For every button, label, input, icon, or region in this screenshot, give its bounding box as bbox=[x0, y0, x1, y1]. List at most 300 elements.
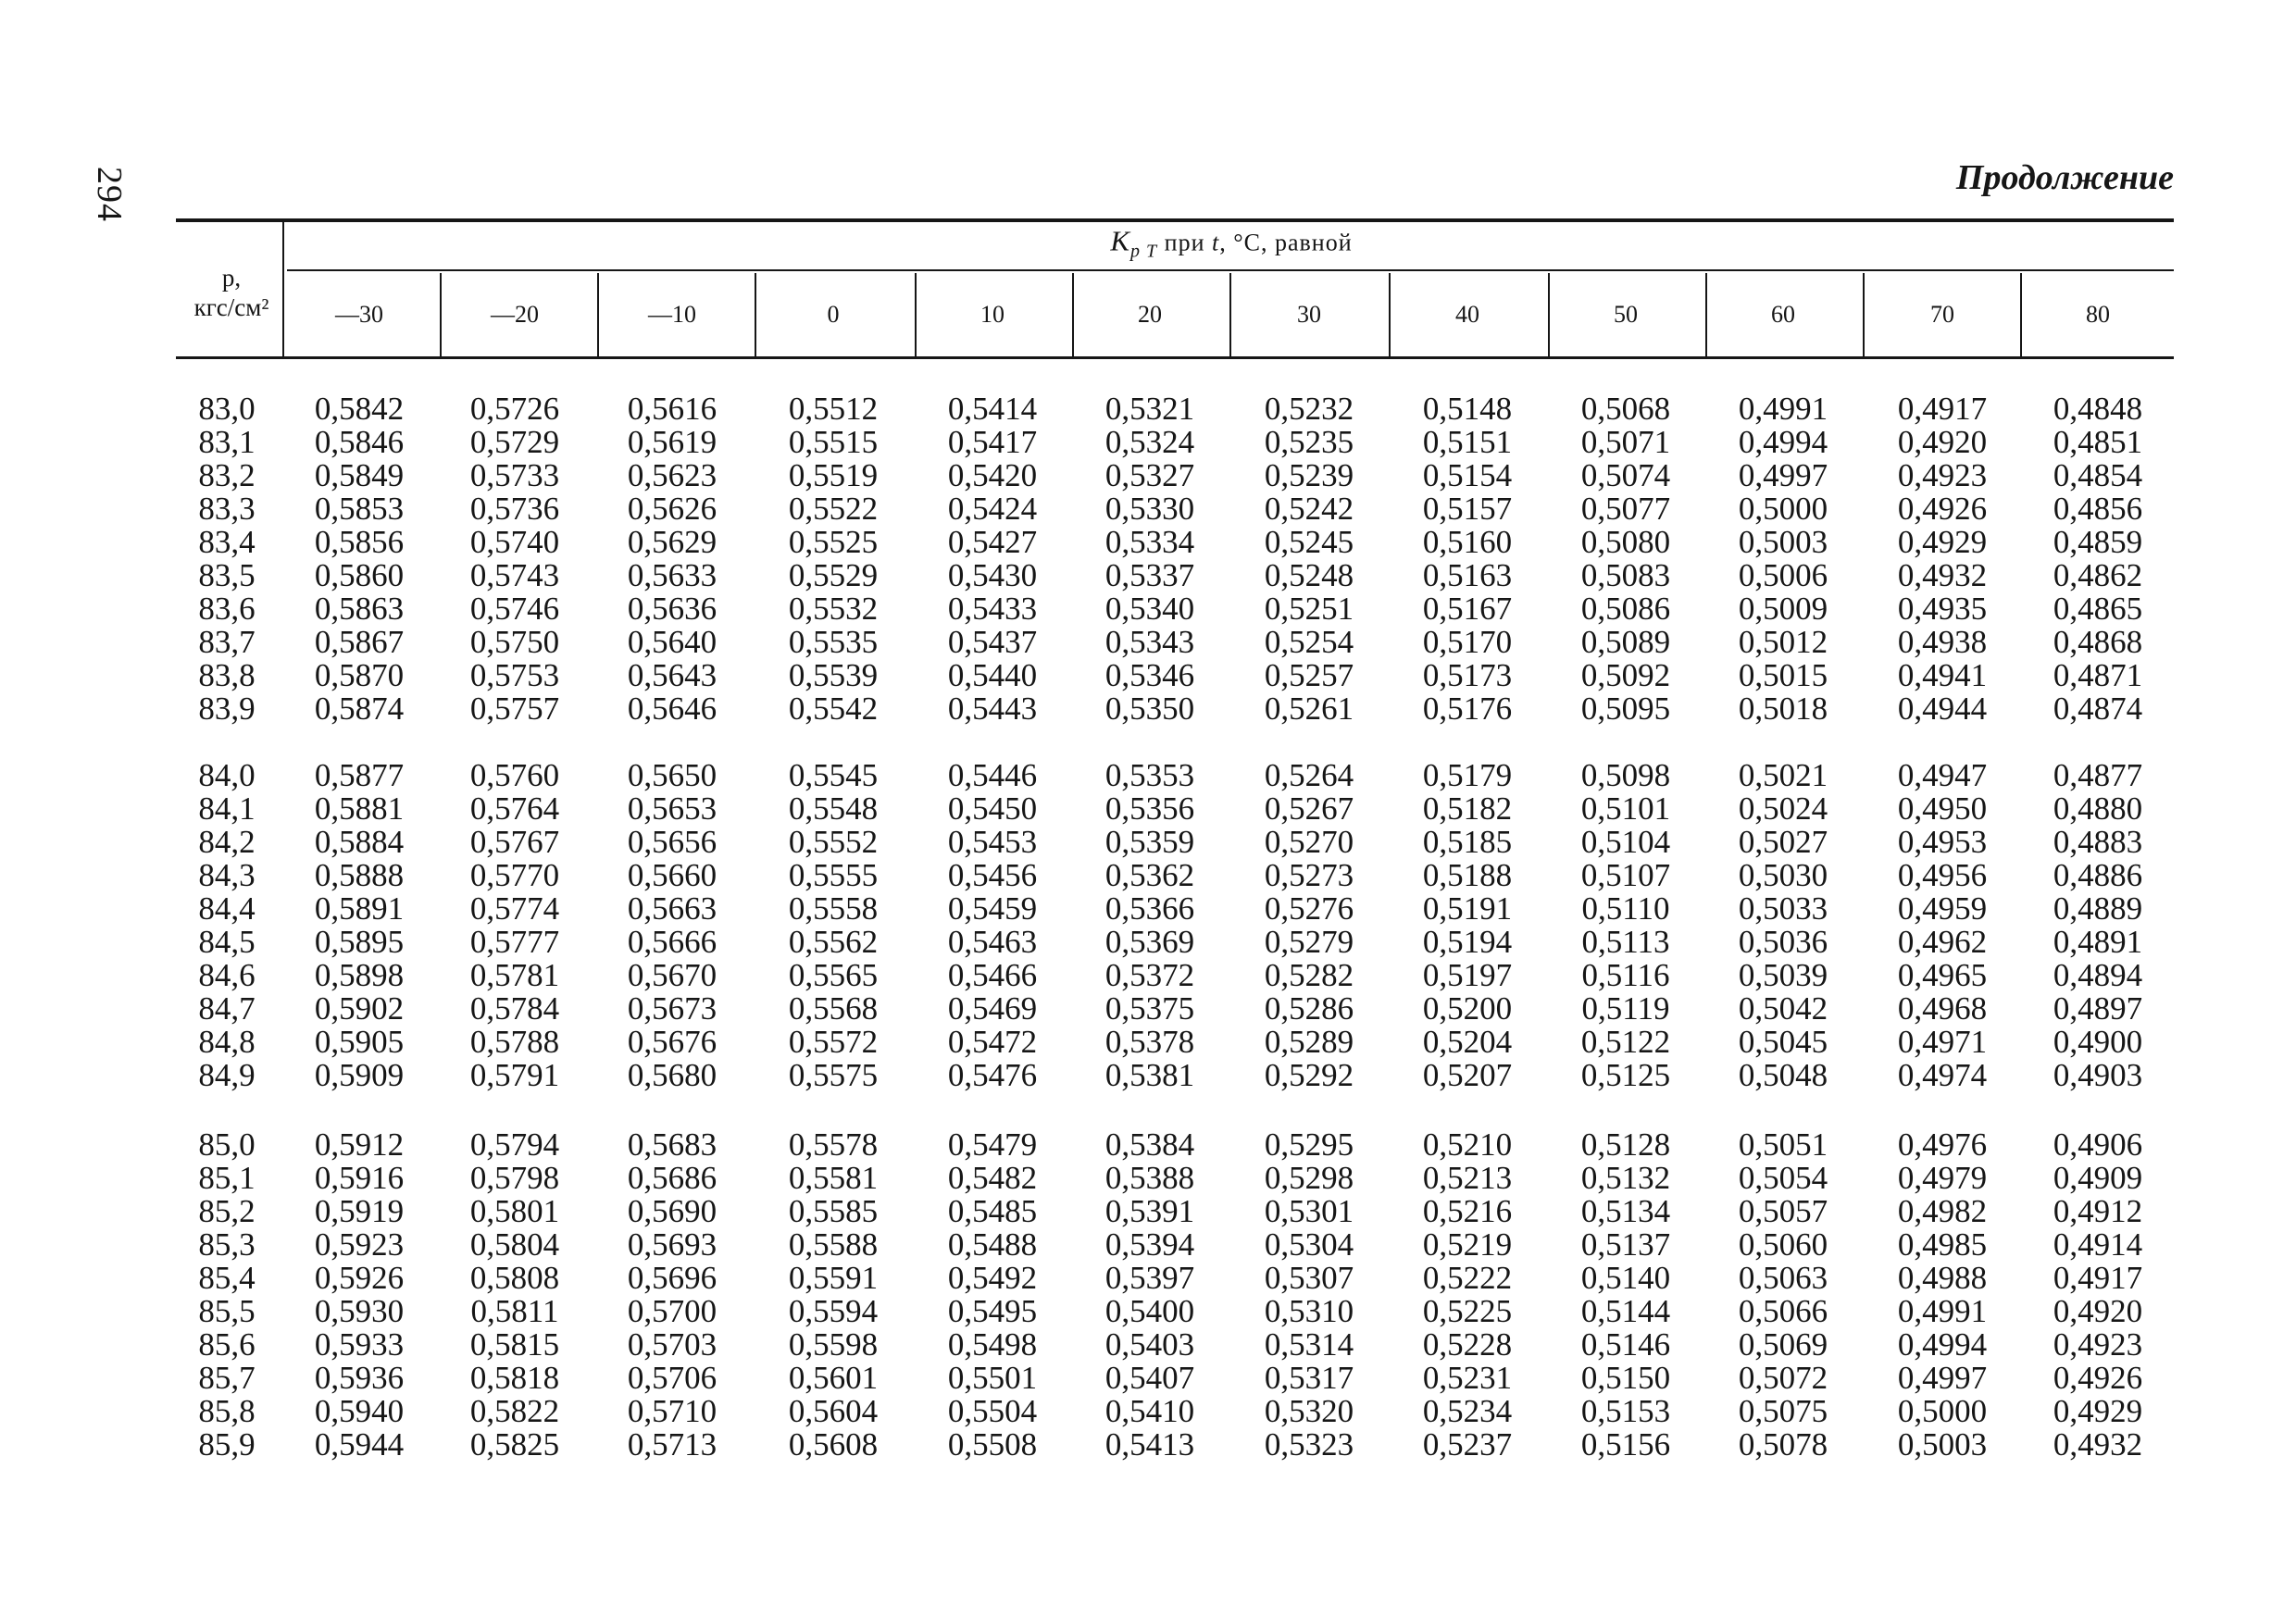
value-cell: 0,5791 bbox=[469, 1057, 560, 1093]
value-cell: 0,5856 bbox=[314, 524, 405, 560]
value-cell: 0,5522 bbox=[788, 491, 879, 527]
temperature-header: 0 bbox=[827, 301, 840, 328]
value-cell: 0,5594 bbox=[788, 1293, 879, 1329]
value-cell: 0,5575 bbox=[788, 1057, 879, 1093]
value-cell: 0,5324 bbox=[1104, 424, 1195, 460]
value-cell: 0,5849 bbox=[314, 457, 405, 493]
value-cell: 0,4897 bbox=[2053, 990, 2143, 1027]
value-cell: 0,5095 bbox=[1580, 691, 1671, 727]
value-cell: 0,5598 bbox=[788, 1326, 879, 1363]
value-cell: 0,5301 bbox=[1264, 1193, 1354, 1229]
value-cell: 0,5036 bbox=[1738, 924, 1828, 960]
value-cell: 0,5204 bbox=[1422, 1024, 1513, 1060]
value-cell: 0,5051 bbox=[1738, 1126, 1828, 1163]
value-cell: 0,5298 bbox=[1264, 1160, 1354, 1196]
temperature-header: 70 bbox=[1930, 301, 1954, 328]
value-cell: 0,4886 bbox=[2053, 857, 2143, 893]
value-cell: 0,5629 bbox=[627, 524, 718, 560]
group-header-rule bbox=[287, 269, 2174, 271]
value-cell: 0,5156 bbox=[1580, 1426, 1671, 1462]
value-cell: 0,5310 bbox=[1264, 1293, 1354, 1329]
value-cell: 0,5207 bbox=[1422, 1057, 1513, 1093]
value-cell: 0,4883 bbox=[2053, 824, 2143, 860]
value-cell: 0,4894 bbox=[2053, 957, 2143, 993]
value-cell: 0,5388 bbox=[1104, 1160, 1195, 1196]
pressure-cell: 83,6 bbox=[198, 591, 256, 627]
value-cell: 0,5018 bbox=[1738, 691, 1828, 727]
value-cell: 0,5086 bbox=[1580, 591, 1671, 627]
value-cell: 0,5407 bbox=[1104, 1360, 1195, 1396]
value-cell: 0,5818 bbox=[469, 1360, 560, 1396]
value-cell: 0,4889 bbox=[2053, 890, 2143, 927]
value-cell: 0,5912 bbox=[314, 1126, 405, 1163]
value-cell: 0,5270 bbox=[1264, 824, 1354, 860]
value-cell: 0,5251 bbox=[1264, 591, 1354, 627]
p-column-divider bbox=[282, 218, 284, 357]
value-cell: 0,5128 bbox=[1580, 1126, 1671, 1163]
value-cell: 0,5071 bbox=[1580, 424, 1671, 460]
value-cell: 0,4923 bbox=[1897, 457, 1988, 493]
value-cell: 0,4932 bbox=[2053, 1426, 2143, 1462]
value-cell: 0,5801 bbox=[469, 1193, 560, 1229]
value-cell: 0,5069 bbox=[1738, 1326, 1828, 1363]
value-cell: 0,5222 bbox=[1422, 1260, 1513, 1296]
value-cell: 0,5940 bbox=[314, 1393, 405, 1429]
value-cell: 0,5321 bbox=[1104, 391, 1195, 427]
value-cell: 0,5888 bbox=[314, 857, 405, 893]
value-cell: 0,5132 bbox=[1580, 1160, 1671, 1196]
value-cell: 0,5006 bbox=[1738, 557, 1828, 593]
value-cell: 0,5107 bbox=[1580, 857, 1671, 893]
value-cell: 0,5591 bbox=[788, 1260, 879, 1296]
value-cell: 0,5815 bbox=[469, 1326, 560, 1363]
value-cell: 0,5424 bbox=[947, 491, 1038, 527]
value-cell: 0,5535 bbox=[788, 624, 879, 660]
group-header-middle: при bbox=[1157, 229, 1213, 256]
value-cell: 0,5643 bbox=[627, 657, 718, 693]
value-cell: 0,5257 bbox=[1264, 657, 1354, 693]
value-cell: 0,4903 bbox=[2053, 1057, 2143, 1093]
value-cell: 0,5650 bbox=[627, 757, 718, 793]
value-cell: 0,4997 bbox=[1897, 1360, 1988, 1396]
value-cell: 0,5877 bbox=[314, 757, 405, 793]
pressure-cell: 84,1 bbox=[198, 790, 256, 827]
value-cell: 0,5686 bbox=[627, 1160, 718, 1196]
value-cell: 0,5660 bbox=[627, 857, 718, 893]
pressure-cell: 84,2 bbox=[198, 824, 256, 860]
value-cell: 0,5420 bbox=[947, 457, 1038, 493]
value-cell: 0,5545 bbox=[788, 757, 879, 793]
value-cell: 0,5663 bbox=[627, 890, 718, 927]
value-cell: 0,5764 bbox=[469, 790, 560, 827]
pressure-cell: 85,8 bbox=[198, 1393, 256, 1429]
pressure-cell: 84,3 bbox=[198, 857, 256, 893]
value-cell: 0,5884 bbox=[314, 824, 405, 860]
value-cell: 0,5788 bbox=[469, 1024, 560, 1060]
pressure-cell: 84,4 bbox=[198, 890, 256, 927]
value-cell: 0,5633 bbox=[627, 557, 718, 593]
value-cell: 0,5555 bbox=[788, 857, 879, 893]
value-cell: 0,5870 bbox=[314, 657, 405, 693]
temperature-header: —20 bbox=[491, 301, 539, 328]
value-cell: 0,5902 bbox=[314, 990, 405, 1027]
value-cell: 0,5539 bbox=[788, 657, 879, 693]
value-cell: 0,5314 bbox=[1264, 1326, 1354, 1363]
value-cell: 0,5774 bbox=[469, 890, 560, 927]
value-cell: 0,5485 bbox=[947, 1193, 1038, 1229]
value-cell: 0,5075 bbox=[1738, 1393, 1828, 1429]
value-cell: 0,5372 bbox=[1104, 957, 1195, 993]
value-cell: 0,5413 bbox=[1104, 1426, 1195, 1462]
value-cell: 0,5104 bbox=[1580, 824, 1671, 860]
value-cell: 0,5039 bbox=[1738, 957, 1828, 993]
value-cell: 0,5027 bbox=[1738, 824, 1828, 860]
value-cell: 0,5565 bbox=[788, 957, 879, 993]
value-cell: 0,4976 bbox=[1897, 1126, 1988, 1163]
value-cell: 0,5245 bbox=[1264, 524, 1354, 560]
column-divider bbox=[1072, 273, 1074, 356]
value-cell: 0,5146 bbox=[1580, 1326, 1671, 1363]
temperature-header: 10 bbox=[980, 301, 1004, 328]
value-cell: 0,5653 bbox=[627, 790, 718, 827]
value-cell: 0,5542 bbox=[788, 691, 879, 727]
value-cell: 0,5122 bbox=[1580, 1024, 1671, 1060]
value-cell: 0,5356 bbox=[1104, 790, 1195, 827]
value-cell: 0,5608 bbox=[788, 1426, 879, 1462]
value-cell: 0,5066 bbox=[1738, 1293, 1828, 1329]
value-cell: 0,5154 bbox=[1422, 457, 1513, 493]
value-cell: 0,4877 bbox=[2053, 757, 2143, 793]
value-cell: 0,5508 bbox=[947, 1426, 1038, 1462]
value-cell: 0,4917 bbox=[1897, 391, 1988, 427]
value-cell: 0,5092 bbox=[1580, 657, 1671, 693]
value-cell: 0,4914 bbox=[2053, 1226, 2143, 1263]
value-cell: 0,5636 bbox=[627, 591, 718, 627]
value-cell: 0,5077 bbox=[1580, 491, 1671, 527]
value-cell: 0,4923 bbox=[2053, 1326, 2143, 1363]
value-cell: 0,5417 bbox=[947, 424, 1038, 460]
value-cell: 0,5616 bbox=[627, 391, 718, 427]
value-cell: 0,5936 bbox=[314, 1360, 405, 1396]
value-cell: 0,5842 bbox=[314, 391, 405, 427]
value-cell: 0,5585 bbox=[788, 1193, 879, 1229]
value-cell: 0,4854 bbox=[2053, 457, 2143, 493]
p-unit: кгс/см² bbox=[193, 293, 269, 321]
value-cell: 0,4874 bbox=[2053, 691, 2143, 727]
pressure-cell: 85,2 bbox=[198, 1193, 256, 1229]
value-cell: 0,5770 bbox=[469, 857, 560, 893]
value-cell: 0,5048 bbox=[1738, 1057, 1828, 1093]
value-cell: 0,5860 bbox=[314, 557, 405, 593]
value-cell: 0,5033 bbox=[1738, 890, 1828, 927]
value-cell: 0,5295 bbox=[1264, 1126, 1354, 1163]
group-header-tail: , °C, равной bbox=[1219, 229, 1353, 256]
value-cell: 0,5188 bbox=[1422, 857, 1513, 893]
value-cell: 0,5525 bbox=[788, 524, 879, 560]
value-cell: 0,5466 bbox=[947, 957, 1038, 993]
value-cell: 0,5185 bbox=[1422, 824, 1513, 860]
value-cell: 0,4950 bbox=[1897, 790, 1988, 827]
value-cell: 0,4994 bbox=[1897, 1326, 1988, 1363]
value-cell: 0,5710 bbox=[627, 1393, 718, 1429]
value-cell: 0,5334 bbox=[1104, 524, 1195, 560]
value-cell: 0,5264 bbox=[1264, 757, 1354, 793]
column-divider bbox=[2020, 273, 2022, 356]
value-cell: 0,5110 bbox=[1581, 890, 1670, 927]
value-cell: 0,4959 bbox=[1897, 890, 1988, 927]
value-cell: 0,5148 bbox=[1422, 391, 1513, 427]
pressure-cell: 83,4 bbox=[198, 524, 256, 560]
value-cell: 0,5113 bbox=[1581, 924, 1670, 960]
value-cell: 0,5656 bbox=[627, 824, 718, 860]
column-divider bbox=[597, 273, 599, 356]
value-cell: 0,5646 bbox=[627, 691, 718, 727]
value-cell: 0,5488 bbox=[947, 1226, 1038, 1263]
value-cell: 0,5343 bbox=[1104, 624, 1195, 660]
value-cell: 0,5909 bbox=[314, 1057, 405, 1093]
value-cell: 0,5216 bbox=[1422, 1193, 1513, 1229]
value-cell: 0,5757 bbox=[469, 691, 560, 727]
value-cell: 0,5713 bbox=[627, 1426, 718, 1462]
column-divider bbox=[440, 273, 442, 356]
value-cell: 0,5200 bbox=[1422, 990, 1513, 1027]
value-cell: 0,5519 bbox=[788, 457, 879, 493]
value-cell: 0,5197 bbox=[1422, 957, 1513, 993]
value-cell: 0,5060 bbox=[1738, 1226, 1828, 1263]
value-cell: 0,5482 bbox=[947, 1160, 1038, 1196]
value-cell: 0,5798 bbox=[469, 1160, 560, 1196]
value-cell: 0,5867 bbox=[314, 624, 405, 660]
value-cell: 0,5703 bbox=[627, 1326, 718, 1363]
value-cell: 0,5784 bbox=[469, 990, 560, 1027]
value-cell: 0,5811 bbox=[470, 1293, 559, 1329]
value-cell: 0,5024 bbox=[1738, 790, 1828, 827]
value-cell: 0,5410 bbox=[1104, 1393, 1195, 1429]
value-cell: 0,5340 bbox=[1104, 591, 1195, 627]
value-cell: 0,5394 bbox=[1104, 1226, 1195, 1263]
value-cell: 0,5366 bbox=[1104, 890, 1195, 927]
value-cell: 0,4947 bbox=[1897, 757, 1988, 793]
value-cell: 0,5693 bbox=[627, 1226, 718, 1263]
value-cell: 0,5003 bbox=[1738, 524, 1828, 560]
value-cell: 0,4880 bbox=[2053, 790, 2143, 827]
value-cell: 0,5463 bbox=[947, 924, 1038, 960]
value-cell: 0,5030 bbox=[1738, 857, 1828, 893]
column-divider bbox=[1548, 273, 1550, 356]
value-cell: 0,5437 bbox=[947, 624, 1038, 660]
value-cell: 0,5760 bbox=[469, 757, 560, 793]
value-cell: 0,5680 bbox=[627, 1057, 718, 1093]
value-cell: 0,4920 bbox=[1897, 424, 1988, 460]
value-cell: 0,5176 bbox=[1422, 691, 1513, 727]
value-cell: 0,5601 bbox=[788, 1360, 879, 1396]
value-cell: 0,5045 bbox=[1738, 1024, 1828, 1060]
value-cell: 0,5690 bbox=[627, 1193, 718, 1229]
column-divider bbox=[1863, 273, 1865, 356]
value-cell: 0,4994 bbox=[1738, 424, 1828, 460]
value-cell: 0,5623 bbox=[627, 457, 718, 493]
value-cell: 0,4997 bbox=[1738, 457, 1828, 493]
value-cell: 0,4851 bbox=[2053, 424, 2143, 460]
pressure-cell: 84,6 bbox=[198, 957, 256, 993]
value-cell: 0,5476 bbox=[947, 1057, 1038, 1093]
value-cell: 0,5282 bbox=[1264, 957, 1354, 993]
value-cell: 0,4965 bbox=[1897, 957, 1988, 993]
value-cell: 0,5160 bbox=[1422, 524, 1513, 560]
pressure-cell: 83,5 bbox=[198, 557, 256, 593]
value-cell: 0,5151 bbox=[1422, 424, 1513, 460]
value-cell: 0,5153 bbox=[1580, 1393, 1671, 1429]
value-cell: 0,5346 bbox=[1104, 657, 1195, 693]
value-cell: 0,5683 bbox=[627, 1126, 718, 1163]
value-cell: 0,5225 bbox=[1422, 1293, 1513, 1329]
value-cell: 0,5330 bbox=[1104, 491, 1195, 527]
value-cell: 0,5134 bbox=[1580, 1193, 1671, 1229]
value-cell: 0,5054 bbox=[1738, 1160, 1828, 1196]
value-cell: 0,5078 bbox=[1738, 1426, 1828, 1462]
value-cell: 0,5359 bbox=[1104, 824, 1195, 860]
value-cell: 0,5676 bbox=[627, 1024, 718, 1060]
value-cell: 0,5080 bbox=[1580, 524, 1671, 560]
value-cell: 0,5498 bbox=[947, 1326, 1038, 1363]
value-cell: 0,4929 bbox=[1897, 524, 1988, 560]
temperature-header: —10 bbox=[648, 301, 696, 328]
value-cell: 0,5292 bbox=[1264, 1057, 1354, 1093]
value-cell: 0,5369 bbox=[1104, 924, 1195, 960]
value-cell: 0,4917 bbox=[2053, 1260, 2143, 1296]
column-divider bbox=[755, 273, 756, 356]
value-cell: 0,4935 bbox=[1897, 591, 1988, 627]
temperature-header: 40 bbox=[1455, 301, 1479, 328]
pressure-cell: 85,7 bbox=[198, 1360, 256, 1396]
value-cell: 0,5923 bbox=[314, 1226, 405, 1263]
value-cell: 0,5232 bbox=[1264, 391, 1354, 427]
value-cell: 0,5337 bbox=[1104, 557, 1195, 593]
value-cell: 0,5101 bbox=[1580, 790, 1671, 827]
pressure-cell: 85,6 bbox=[198, 1326, 256, 1363]
value-cell: 0,5170 bbox=[1422, 624, 1513, 660]
value-cell: 0,5926 bbox=[314, 1260, 405, 1296]
value-cell: 0,5317 bbox=[1264, 1360, 1354, 1396]
value-cell: 0,5362 bbox=[1104, 857, 1195, 893]
value-cell: 0,5427 bbox=[947, 524, 1038, 560]
p-symbol: p, bbox=[221, 264, 242, 292]
value-cell: 0,4979 bbox=[1897, 1160, 1988, 1196]
value-cell: 0,5194 bbox=[1422, 924, 1513, 960]
top-rule bbox=[176, 218, 2174, 222]
header-bottom-rule bbox=[176, 356, 2174, 359]
value-cell: 0,5619 bbox=[627, 424, 718, 460]
value-cell: 0,5289 bbox=[1264, 1024, 1354, 1060]
value-cell: 0,5753 bbox=[469, 657, 560, 693]
value-cell: 0,5562 bbox=[788, 924, 879, 960]
value-cell: 0,4991 bbox=[1738, 391, 1828, 427]
value-cell: 0,4926 bbox=[1897, 491, 1988, 527]
value-cell: 0,5891 bbox=[314, 890, 405, 927]
value-cell: 0,5450 bbox=[947, 790, 1038, 827]
value-cell: 0,5504 bbox=[947, 1393, 1038, 1429]
value-cell: 0,5529 bbox=[788, 557, 879, 593]
value-cell: 0,5009 bbox=[1738, 591, 1828, 627]
value-cell: 0,5125 bbox=[1580, 1057, 1671, 1093]
temperature-header: —30 bbox=[335, 301, 383, 328]
pressure-cell: 85,3 bbox=[198, 1226, 256, 1263]
value-cell: 0,5213 bbox=[1422, 1160, 1513, 1196]
value-cell: 0,5874 bbox=[314, 691, 405, 727]
pressure-cell: 85,4 bbox=[198, 1260, 256, 1296]
value-cell: 0,5905 bbox=[314, 1024, 405, 1060]
value-cell: 0,5501 bbox=[947, 1360, 1038, 1396]
value-cell: 0,5068 bbox=[1580, 391, 1671, 427]
value-cell: 0,5116 bbox=[1581, 957, 1670, 993]
value-cell: 0,5003 bbox=[1897, 1426, 1988, 1462]
value-cell: 0,5469 bbox=[947, 990, 1038, 1027]
value-cell: 0,5074 bbox=[1580, 457, 1671, 493]
pressure-cell: 83,7 bbox=[198, 624, 256, 660]
value-cell: 0,5446 bbox=[947, 757, 1038, 793]
value-cell: 0,5453 bbox=[947, 824, 1038, 860]
value-cell: 0,4868 bbox=[2053, 624, 2143, 660]
pressure-cell: 83,3 bbox=[198, 491, 256, 527]
pressure-cell: 83,2 bbox=[198, 457, 256, 493]
value-cell: 0,5853 bbox=[314, 491, 405, 527]
value-cell: 0,5750 bbox=[469, 624, 560, 660]
value-cell: 0,5400 bbox=[1104, 1293, 1195, 1329]
value-cell: 0,5273 bbox=[1264, 857, 1354, 893]
value-cell: 0,5327 bbox=[1104, 457, 1195, 493]
value-cell: 0,4971 bbox=[1897, 1024, 1988, 1060]
value-cell: 0,5440 bbox=[947, 657, 1038, 693]
value-cell: 0,4871 bbox=[2053, 657, 2143, 693]
value-cell: 0,5558 bbox=[788, 890, 879, 927]
pressure-cell: 85,1 bbox=[198, 1160, 256, 1196]
value-cell: 0,5276 bbox=[1264, 890, 1354, 927]
value-cell: 0,5881 bbox=[314, 790, 405, 827]
value-cell: 0,5179 bbox=[1422, 757, 1513, 793]
value-cell: 0,5794 bbox=[469, 1126, 560, 1163]
value-cell: 0,5666 bbox=[627, 924, 718, 960]
value-cell: 0,5163 bbox=[1422, 557, 1513, 593]
k-subscript: p T bbox=[1130, 241, 1158, 262]
value-cell: 0,4920 bbox=[2053, 1293, 2143, 1329]
value-cell: 0,4932 bbox=[1897, 557, 1988, 593]
page-number: 294 bbox=[90, 167, 129, 222]
pressure-cell: 85,0 bbox=[198, 1126, 256, 1163]
value-cell: 0,5743 bbox=[469, 557, 560, 593]
value-cell: 0,5706 bbox=[627, 1360, 718, 1396]
value-cell: 0,5515 bbox=[788, 424, 879, 460]
value-cell: 0,4926 bbox=[2053, 1360, 2143, 1396]
value-cell: 0,4953 bbox=[1897, 824, 1988, 860]
pressure-cell: 84,5 bbox=[198, 924, 256, 960]
pressure-cell: 85,5 bbox=[198, 1293, 256, 1329]
value-cell: 0,5746 bbox=[469, 591, 560, 627]
value-cell: 0,4962 bbox=[1897, 924, 1988, 960]
value-cell: 0,5825 bbox=[469, 1426, 560, 1462]
value-cell: 0,5640 bbox=[627, 624, 718, 660]
value-cell: 0,4909 bbox=[2053, 1160, 2143, 1196]
value-cell: 0,5098 bbox=[1580, 757, 1671, 793]
t-variable: t bbox=[1212, 229, 1220, 256]
value-cell: 0,5000 bbox=[1738, 491, 1828, 527]
value-cell: 0,4985 bbox=[1897, 1226, 1988, 1263]
value-cell: 0,5729 bbox=[469, 424, 560, 460]
temperature-header: 80 bbox=[2086, 301, 2110, 328]
value-cell: 0,4944 bbox=[1897, 691, 1988, 727]
value-cell: 0,5137 bbox=[1580, 1226, 1671, 1263]
value-cell: 0,5863 bbox=[314, 591, 405, 627]
continuation-label: Продолжение bbox=[1955, 158, 2174, 197]
